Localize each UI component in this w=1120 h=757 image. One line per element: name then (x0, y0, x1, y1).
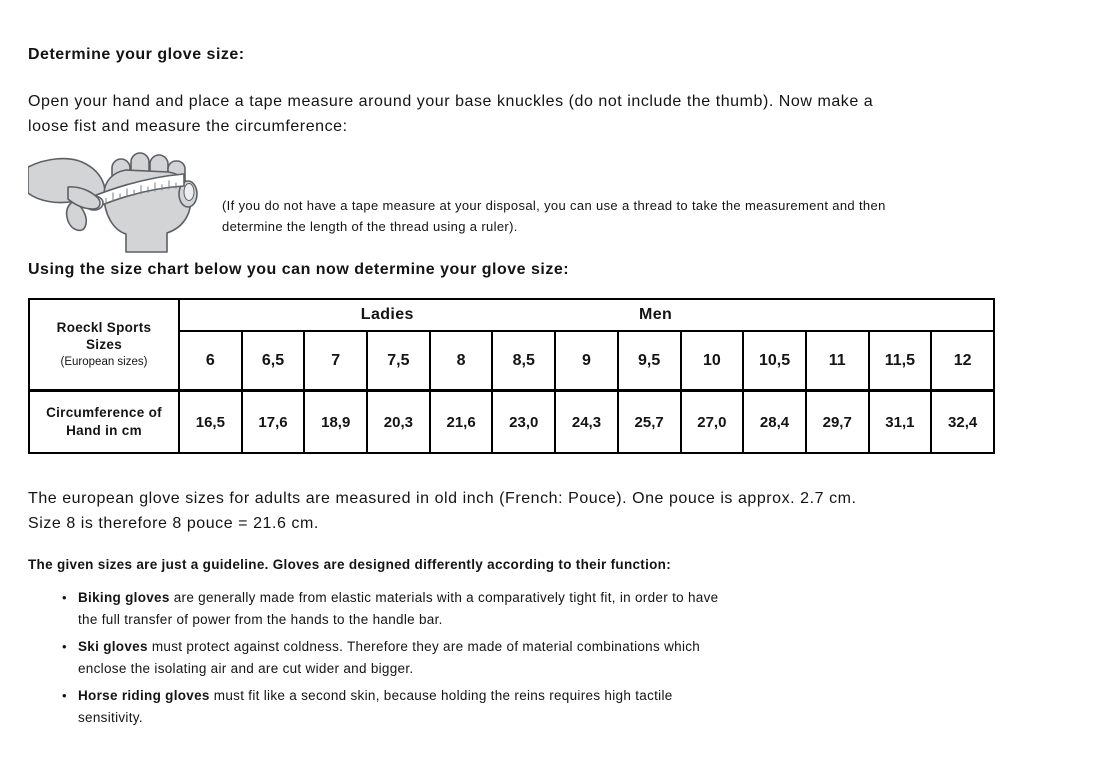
size-cell: 10 (681, 331, 744, 391)
bullet-icon: • (62, 639, 67, 654)
size-cell: 6,5 (242, 331, 305, 391)
pouce-paragraph (28, 486, 1120, 536)
list-item-line-2: the full transfer of power from the hands to the handle bar. (78, 612, 443, 627)
list-item-rest: must protect against coldness. Therefore they are made of material combinations which (147, 639, 701, 654)
page-title: Determine your glove size: (28, 46, 245, 63)
row-header-line-2: Sizes (85, 337, 123, 352)
figure-row (28, 147, 1120, 255)
intro-line-1: Open your hand and place a tape measure around your base knuckles (do not include the thumb). Now make a (28, 93, 874, 110)
table-row-header-circumference (29, 391, 179, 454)
men-group-label: Men (638, 306, 673, 323)
circumference-cell: 21,6 (430, 391, 493, 454)
list-item-text (78, 587, 718, 631)
circumference-cell: 18,9 (304, 391, 367, 454)
pouce-line-1: The european glove sizes for adults are measured in old inch (French: Pouce). One pouce is approx. 2.7 cm. (28, 490, 857, 507)
circumference-cell: 24,3 (555, 391, 618, 454)
circumference-cell: 17,6 (242, 391, 305, 454)
circumference-cell: 28,4 (743, 391, 806, 454)
circumference-cell: 29,7 (806, 391, 869, 454)
list-item-biking (28, 587, 1120, 631)
list-item-line-1 (78, 685, 673, 707)
table-group-header-cell (179, 299, 994, 331)
size-cell: 7,5 (367, 331, 430, 391)
hand-tape-measure-illustration (28, 147, 204, 255)
glove-size-table (28, 298, 995, 454)
circumference-cell: 25,7 (618, 391, 681, 454)
intro-paragraph (28, 89, 1120, 139)
circumference-cell: 27,0 (681, 391, 744, 454)
list-item-line-1 (78, 636, 700, 658)
size-cell: 7 (304, 331, 367, 391)
table-circumference-row (29, 391, 994, 454)
size-cell: 9 (555, 331, 618, 391)
circumference-cell: 23,0 (492, 391, 555, 454)
size-cell: 8 (430, 331, 493, 391)
size-cell: 12 (931, 331, 994, 391)
guideline-heading: The given sizes are just a guideline. Gloves are designed differently according to their function: (28, 557, 672, 572)
size-cell: 9,5 (618, 331, 681, 391)
size-cell: 8,5 (492, 331, 555, 391)
size-chart-heading: Using the size chart below you can now determine your glove size: (28, 261, 570, 278)
list-item-line-2: enclose the isolating air and are cut wider and bigger. (78, 661, 414, 676)
list-item-lead: Biking gloves (78, 590, 170, 605)
size-cell: 10,5 (743, 331, 806, 391)
glove-function-list (28, 587, 1120, 729)
ladies-group-label: Ladies (360, 306, 414, 323)
list-item-rest: must fit like a second skin, because holding the reins requires high tactile (209, 688, 673, 703)
intro-line-2: loose fist and measure the circumference: (28, 118, 348, 135)
tape-measure-note (222, 147, 886, 237)
circumference-cell: 20,3 (367, 391, 430, 454)
table-group-row (29, 299, 994, 331)
bullet-icon: • (62, 590, 67, 605)
list-item-text (78, 685, 673, 729)
bullet-icon: • (62, 688, 67, 703)
list-item-line-1 (78, 587, 718, 609)
pouce-line-2: Size 8 is therefore 8 pouce = 21.6 cm. (28, 515, 319, 532)
list-item-lead: Ski gloves (78, 639, 148, 654)
circumference-cell: 32,4 (931, 391, 994, 454)
list-item-horse-riding (28, 685, 1120, 729)
size-cell: 11 (806, 331, 869, 391)
row-header-line-1: Roeckl Sports (56, 320, 152, 335)
tape-note-line-2: determine the length of the thread using a ruler). (222, 219, 518, 234)
table-row-header-sizes (29, 299, 179, 391)
size-cell: 11,5 (869, 331, 932, 391)
list-item-ski (28, 636, 1120, 680)
circumference-header-line-2: Hand in cm (66, 423, 142, 438)
circumference-header-line-1: Circumference of (46, 405, 162, 420)
row-header-line-3: (European sizes) (60, 356, 148, 368)
size-cell: 6 (179, 331, 242, 391)
circumference-cell: 16,5 (179, 391, 242, 454)
list-item-rest: are generally made from elastic materials with a comparatively tight fit, in order to have (169, 590, 719, 605)
list-item-text (78, 636, 700, 680)
list-item-line-2: sensitivity. (78, 710, 143, 725)
list-item-lead: Horse riding gloves (78, 688, 210, 703)
tape-note-line-1: (If you do not have a tape measure at your disposal, you can use a thread to take the measurement and then (222, 198, 886, 213)
circumference-cell: 31,1 (869, 391, 932, 454)
